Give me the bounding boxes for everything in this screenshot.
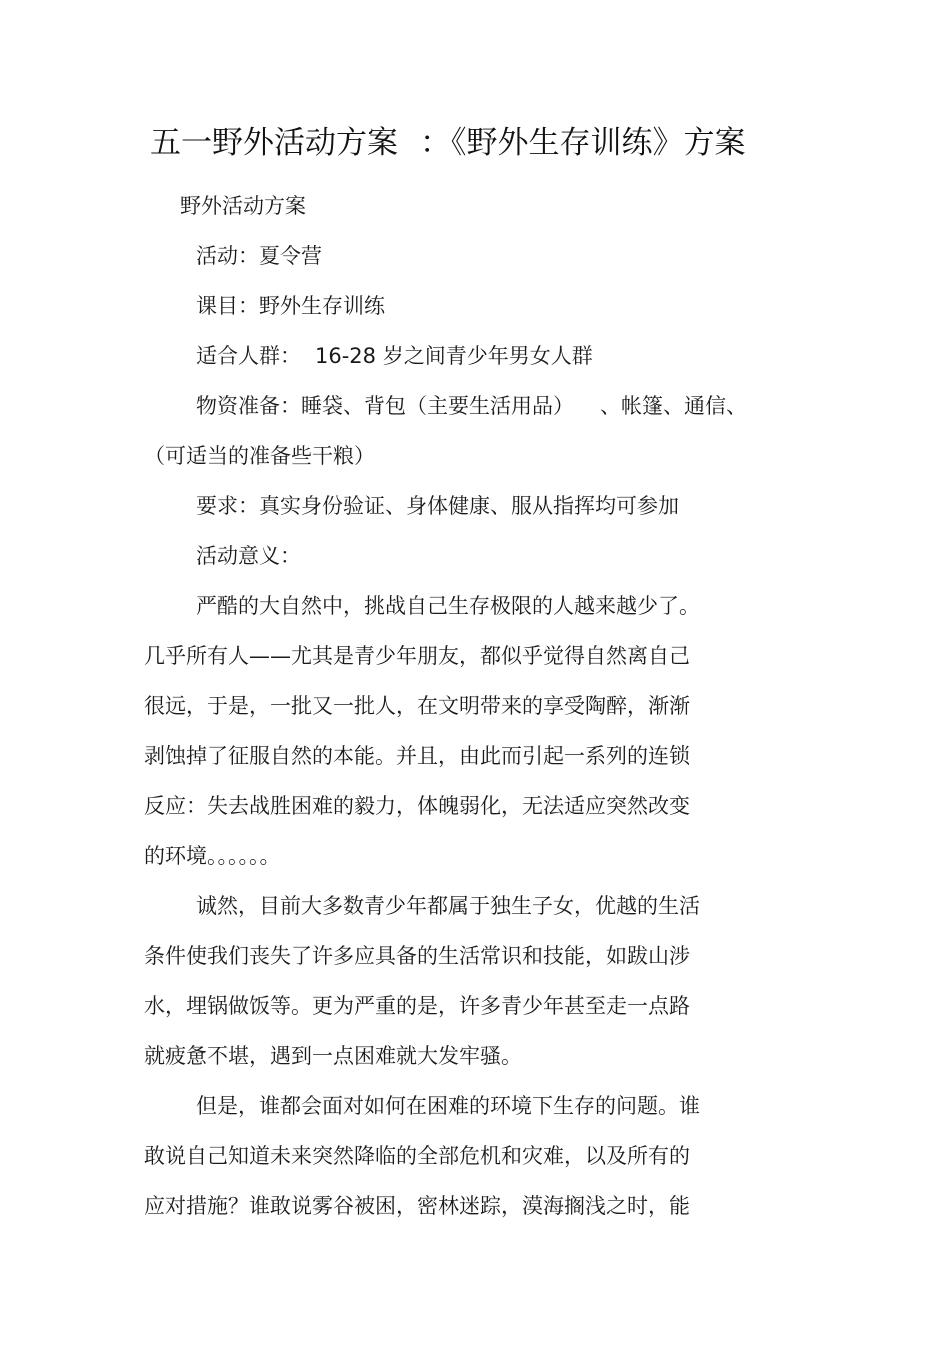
paragraph-3-line: 敢说自己知道未来突然降临的全部危机和灾难，以及所有的 xyxy=(144,1144,690,1168)
title-part-1: 五一野外活动方案 xyxy=(150,125,398,161)
supplies-text-1: 物资准备：睡袋、背包（主要生活用品） xyxy=(196,394,574,418)
paragraph-2-line: 就疲惫不堪，遇到一点困难就大发牢骚。 xyxy=(144,1044,522,1068)
subheading: 野外活动方案 xyxy=(180,194,306,218)
paragraph-1-line: 很远，于是，一批又一批人，在文明带来的享受陶醉，渐渐 xyxy=(144,694,690,718)
document-title xyxy=(150,118,830,168)
audience-value: 16-28 岁之间青少年男女人群 xyxy=(315,344,593,368)
paragraph-2-line: 水，埋锅做饭等。更为严重的是，许多青少年甚至走一点路 xyxy=(144,994,690,1018)
paragraph-2-line: 条件使我们丧失了许多应具备的生活常识和技能，如跋山涉 xyxy=(144,944,690,968)
paragraph-2-line: 诚然，目前大多数青少年都属于独生子女，优越的生活 xyxy=(196,894,700,918)
course-line: 课目：野外生存训练 xyxy=(196,294,385,318)
paragraph-3-line: 但是，谁都会面对如何在困难的环境下生存的问题。谁 xyxy=(196,1094,700,1118)
paragraph-3-line: 应对措施？谁敢说雾谷被困，密林迷踪，漠海搁浅之时，能 xyxy=(144,1194,690,1218)
supplies-line xyxy=(196,390,747,422)
activity-line: 活动：夏令营 xyxy=(196,244,322,268)
requirement-line: 要求：真实身份验证、身体健康、服从指挥均可参加 xyxy=(196,494,679,518)
audience-label: 适合人群： xyxy=(196,344,301,368)
paragraph-1-line: 的环境。。。。。。 xyxy=(144,844,281,868)
title-part-2: ：《野外生存训练》方案 xyxy=(420,125,746,161)
paragraph-1-line: 剥蚀掉了征服自然的本能。并且，由此而引起一系列的连锁 xyxy=(144,744,690,768)
paragraph-1-line: 严酷的大自然中，挑战自己生存极限的人越来越少了。 xyxy=(196,594,700,618)
supplies-continuation: （可适当的准备些干粮） xyxy=(144,444,375,468)
meaning-label: 活动意义： xyxy=(196,544,301,568)
paragraph-1-line: 几乎所有人——尤其是青少年朋友，都似乎觉得自然离自己 xyxy=(144,644,690,668)
audience-line xyxy=(196,340,593,372)
paragraph-1-line: 反应：失去战胜困难的毅力，体魄弱化，无法适应突然改变 xyxy=(144,794,690,818)
supplies-text-2: 、帐篷、通信、 xyxy=(600,394,747,418)
